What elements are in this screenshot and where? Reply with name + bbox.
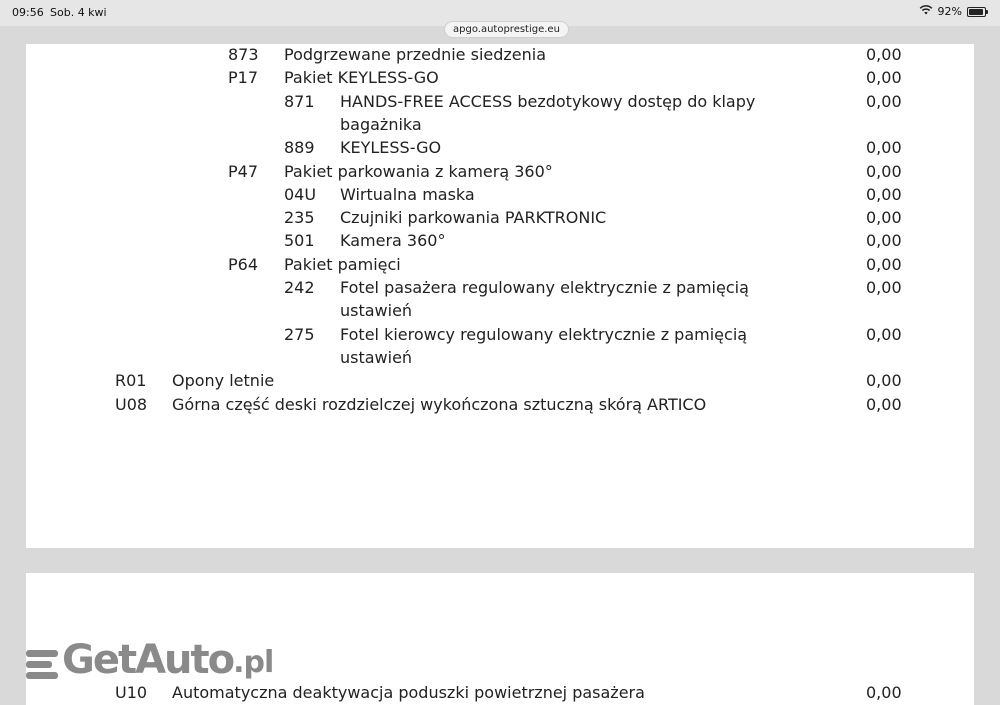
option-description: Automatyczna deaktywacja poduszki powietrznej pasażera	[172, 683, 645, 702]
option-price: 0,00	[866, 371, 902, 391]
option-code: 275	[284, 324, 315, 344]
option-price: 0,00	[866, 91, 902, 111]
option-price: 0,00	[866, 45, 902, 64]
wifi-icon	[919, 5, 933, 18]
option-code: U10	[115, 683, 148, 702]
battery-icon	[967, 7, 986, 17]
option-code: 871	[284, 91, 315, 111]
option-description-continued: ustawień	[340, 301, 413, 321]
url-bar[interactable]: apgo.autoprestige.eu	[445, 22, 568, 37]
option-description-continued: ustawień	[340, 347, 413, 367]
option-code: P17	[228, 68, 259, 88]
option-description: Górna część deski rozdzielczej wykończona sztuczną skórą ARTICO	[172, 394, 707, 414]
watermark-logo	[26, 637, 274, 683]
option-price: 0,00	[866, 278, 902, 297]
logo-brand: GetAuto	[62, 637, 234, 683]
option-price: 0,00	[866, 254, 902, 274]
battery-percent: 92%	[937, 5, 962, 18]
option-description: Pakiet KEYLESS-GO	[284, 68, 439, 88]
option-description: Fotel pasażera regulowany elektrycznie z pamięcią	[340, 278, 749, 297]
option-price: 0,00	[866, 394, 902, 414]
option-price: 0,00	[866, 184, 902, 204]
option-code: 235	[284, 208, 315, 228]
option-description: Czujniki parkowania PARKTRONIC	[340, 208, 607, 228]
option-code: P64	[228, 254, 259, 274]
option-description: KEYLESS-GO	[340, 138, 442, 158]
option-price: 0,00	[866, 231, 902, 251]
option-code: 501	[284, 231, 315, 251]
option-description-continued: bagażnika	[340, 114, 422, 134]
status-time: 09:56	[12, 6, 44, 19]
option-code: 873	[228, 45, 259, 64]
option-price: 0,00	[866, 683, 902, 702]
logo-mark-icon	[26, 646, 58, 680]
battery-fill	[969, 9, 983, 15]
option-price: 0,00	[866, 161, 902, 181]
option-description: HANDS-FREE ACCESS bezdotykowy dostęp do klapy	[340, 91, 756, 111]
option-code: 04U	[284, 184, 317, 204]
option-code: R01	[115, 371, 147, 391]
option-code: U08	[115, 394, 148, 414]
option-price: 0,00	[866, 138, 902, 158]
option-code: 242	[284, 278, 315, 297]
option-description: Wirtualna maska	[340, 184, 475, 204]
option-description: Podgrzewane przednie siedzenia	[284, 45, 547, 64]
logo-tld: .pl	[233, 645, 274, 680]
option-price: 0,00	[866, 68, 902, 88]
option-code: P47	[228, 161, 259, 181]
option-description: Fotel kierowcy regulowany elektrycznie z pamięcią	[340, 324, 748, 344]
status-right	[919, 5, 986, 18]
option-description: Kamera 360°	[340, 231, 446, 251]
status-date: Sob. 4 kwi	[50, 6, 107, 19]
option-description: Pakiet parkowania z kamerą 360°	[284, 161, 553, 181]
option-description: Pakiet pamięci	[284, 254, 401, 274]
option-price: 0,00	[866, 324, 902, 344]
option-description: Opony letnie	[172, 371, 275, 391]
option-code: 889	[284, 138, 315, 158]
option-price: 0,00	[866, 208, 902, 228]
